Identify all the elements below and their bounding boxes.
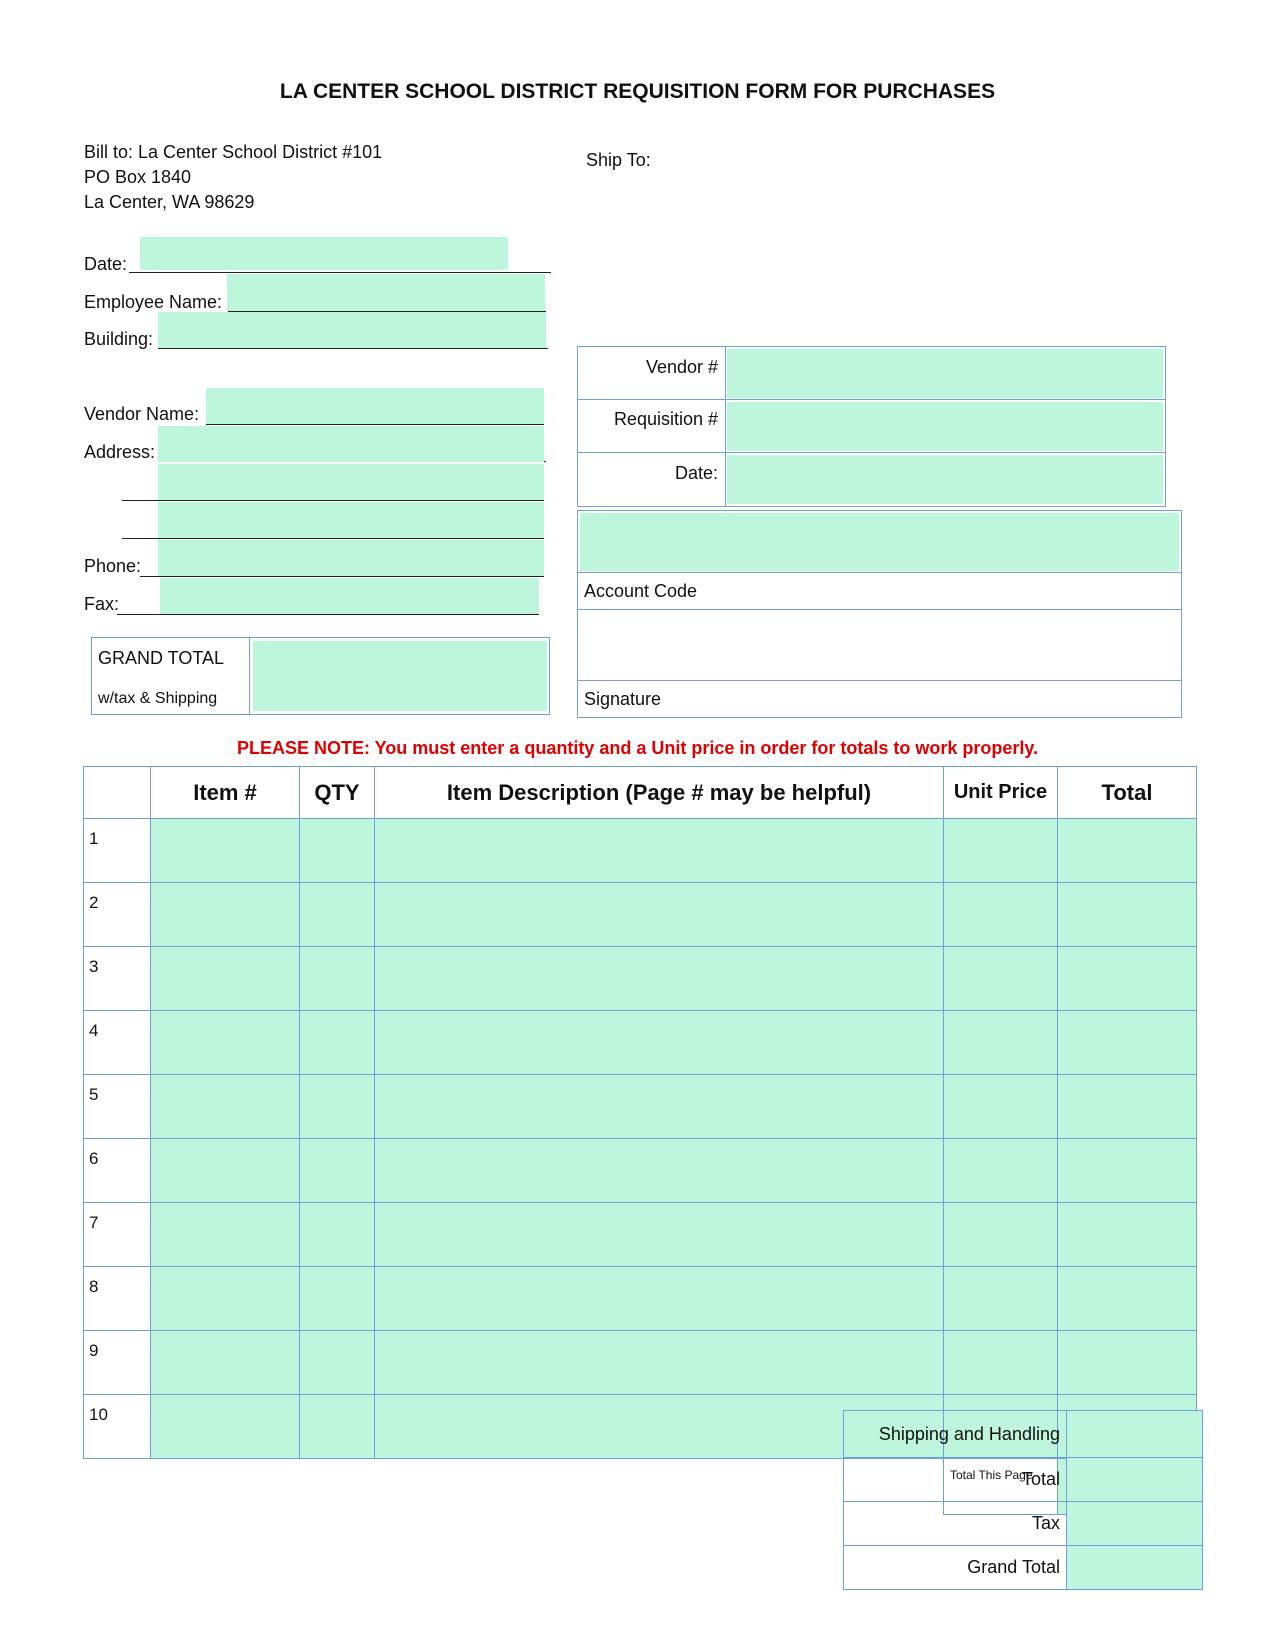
vendor-box-divider-1 (578, 399, 1165, 400)
grand-total-field[interactable] (253, 641, 547, 711)
grand-total-box (91, 637, 550, 715)
building-underline (158, 348, 548, 349)
please-note: PLEASE NOTE: You must enter a quantity and a Unit price in order for totals to work properly. (236, 738, 1039, 758)
summary-total-field[interactable] (1067, 1458, 1203, 1502)
total-field[interactable] (1058, 883, 1197, 947)
tax-row (844, 1502, 1203, 1546)
shipping-label: Shipping and Handling (844, 1411, 1067, 1458)
vendor-box-divider-2 (578, 452, 1165, 453)
items-header-row (84, 767, 1197, 819)
total-field[interactable] (1058, 1267, 1197, 1331)
summary-total-label: Total (844, 1458, 1067, 1502)
header-total: Total (1058, 767, 1197, 819)
qty-field[interactable] (300, 1395, 375, 1459)
fax-label: Fax: (84, 594, 120, 614)
requisition-number-label: Requisition # (613, 409, 718, 429)
date-underline (129, 272, 551, 273)
unit-price-field[interactable] (944, 1331, 1058, 1395)
phone-underline (140, 576, 544, 577)
table-row (84, 1331, 1197, 1395)
qty-field[interactable] (300, 947, 375, 1011)
date-label: Date: (84, 254, 128, 274)
table-row (84, 1267, 1197, 1331)
employee-name-field[interactable] (227, 274, 545, 311)
summary-total-row (844, 1458, 1203, 1502)
item-number-field[interactable] (151, 1331, 300, 1395)
qty-field[interactable] (300, 1331, 375, 1395)
ship-to-label: Ship To: (586, 150, 651, 170)
account-box (577, 510, 1182, 718)
address-field-1[interactable] (158, 426, 544, 462)
unit-price-field[interactable] (944, 1011, 1058, 1075)
header-item-number: Item # (151, 767, 300, 819)
item-description-field[interactable] (375, 1267, 944, 1331)
vendor-name-field[interactable] (206, 388, 544, 424)
bill-to-block (84, 140, 382, 215)
row-number: 10 (84, 1395, 151, 1459)
fax-field[interactable] (160, 578, 539, 614)
fax-underline (117, 614, 539, 615)
grand-total-label-cell (92, 638, 250, 714)
unit-price-field[interactable] (944, 1203, 1058, 1267)
vendor-name-label: Vendor Name: (84, 404, 200, 424)
account-code-field[interactable] (580, 513, 1179, 571)
header-row-number (84, 767, 151, 819)
phone-label: Phone: (84, 556, 142, 576)
shipping-row (844, 1411, 1203, 1458)
account-box-divider-2 (578, 609, 1181, 610)
item-description-field[interactable] (375, 1331, 944, 1395)
item-number-field[interactable] (151, 947, 300, 1011)
qty-field[interactable] (300, 1011, 375, 1075)
date-field[interactable] (140, 237, 508, 270)
item-description-field[interactable] (375, 1011, 944, 1075)
requisition-number-field[interactable] (727, 402, 1163, 451)
row-number: 7 (84, 1203, 151, 1267)
bill-to-line2: PO Box 1840 (84, 167, 192, 187)
account-box-divider-1 (578, 572, 1181, 573)
unit-price-field[interactable] (944, 1267, 1058, 1331)
table-row (84, 1139, 1197, 1203)
row-number: 8 (84, 1267, 151, 1331)
form-title: LA CENTER SCHOOL DISTRICT REQUISITION FORM FOR PURCHASES (279, 80, 996, 103)
item-description-field[interactable] (375, 883, 944, 947)
vendor-number-label: Vendor # (645, 357, 718, 377)
unit-price-field[interactable] (944, 947, 1058, 1011)
table-row (84, 883, 1197, 947)
vendor-number-field[interactable] (727, 349, 1163, 398)
qty-field[interactable] (300, 1203, 375, 1267)
phone-field[interactable] (158, 540, 544, 576)
total-field[interactable] (1058, 819, 1197, 883)
tax-label: Tax (844, 1502, 1067, 1546)
row-number: 3 (84, 947, 151, 1011)
address-underline-3 (122, 538, 544, 539)
total-field[interactable] (1058, 1075, 1197, 1139)
total-field[interactable] (1058, 1203, 1197, 1267)
bill-to-line3: La Center, WA 98629 (84, 192, 255, 212)
qty-field[interactable] (300, 1139, 375, 1203)
header-unit-price: Unit Price (944, 767, 1058, 819)
row-number: 2 (84, 883, 151, 947)
unit-price-field[interactable] (944, 1139, 1058, 1203)
total-field[interactable] (1058, 1331, 1197, 1395)
items-table (83, 766, 1197, 1515)
item-number-field[interactable] (151, 1139, 300, 1203)
item-description-field[interactable] (375, 819, 944, 883)
address-label: Address: (84, 442, 156, 462)
item-description-field[interactable] (375, 947, 944, 1011)
unit-price-field[interactable] (944, 1075, 1058, 1139)
total-field[interactable] (1058, 947, 1197, 1011)
address-field-3[interactable] (158, 502, 544, 538)
qty-field[interactable] (300, 819, 375, 883)
summary-table (843, 1410, 1203, 1590)
table-row (84, 947, 1197, 1011)
item-number-field[interactable] (151, 883, 300, 947)
vendor-date-label: Date: (674, 463, 718, 483)
qty-field[interactable] (300, 1075, 375, 1139)
item-number-field[interactable] (151, 1203, 300, 1267)
grand-total-sublabel: w/tax & Shipping (98, 690, 218, 707)
vendor-box (577, 346, 1166, 507)
building-field[interactable] (158, 312, 546, 348)
summary-grand-total-label: Grand Total (844, 1546, 1067, 1590)
vendor-date-field[interactable] (727, 455, 1163, 504)
table-row (84, 1203, 1197, 1267)
bill-to-line1: Bill to: La Center School District #101 (84, 142, 383, 162)
item-description-field[interactable] (375, 1139, 944, 1203)
qty-field[interactable] (300, 883, 375, 947)
shipping-field[interactable] (1067, 1411, 1203, 1458)
table-row (84, 1011, 1197, 1075)
address-field-2[interactable] (158, 464, 544, 500)
row-number: 5 (84, 1075, 151, 1139)
total-field[interactable] (1058, 1011, 1197, 1075)
account-box-divider-3 (578, 680, 1181, 681)
header-qty: QTY (300, 767, 375, 819)
table-row (84, 819, 1197, 883)
total-this-page-spacer (84, 1459, 944, 1515)
item-description-field[interactable] (375, 1075, 944, 1139)
total-field[interactable] (1058, 1139, 1197, 1203)
item-number-field[interactable] (151, 819, 300, 883)
grand-total-row (844, 1546, 1203, 1590)
total-this-page-label: Total This Page (944, 1459, 1058, 1515)
building-label: Building: (84, 329, 154, 349)
table-row (84, 1075, 1197, 1139)
unit-price-field[interactable] (944, 819, 1058, 883)
grand-total-label: GRAND TOTAL (98, 648, 225, 668)
address-underline-2 (122, 500, 544, 501)
row-number: 6 (84, 1139, 151, 1203)
item-description-field[interactable] (375, 1203, 944, 1267)
account-code-label: Account Code (584, 581, 698, 601)
signature-label: Signature (584, 689, 662, 709)
row-number: 9 (84, 1331, 151, 1395)
tax-field[interactable] (1067, 1502, 1203, 1546)
employee-name-label: Employee Name: (84, 292, 223, 312)
unit-price-field[interactable] (944, 883, 1058, 947)
signature-field[interactable] (580, 611, 1179, 679)
item-number-field[interactable] (151, 1011, 300, 1075)
header-item-description: Item Description (Page # may be helpful) (375, 767, 944, 819)
row-number: 1 (84, 819, 151, 883)
summary-grand-total-field[interactable] (1067, 1546, 1203, 1590)
item-number-field[interactable] (151, 1267, 300, 1331)
item-number-field[interactable] (151, 1395, 300, 1459)
qty-field[interactable] (300, 1267, 375, 1331)
item-number-field[interactable] (151, 1075, 300, 1139)
row-number: 4 (84, 1011, 151, 1075)
vendor-name-underline (206, 424, 544, 425)
